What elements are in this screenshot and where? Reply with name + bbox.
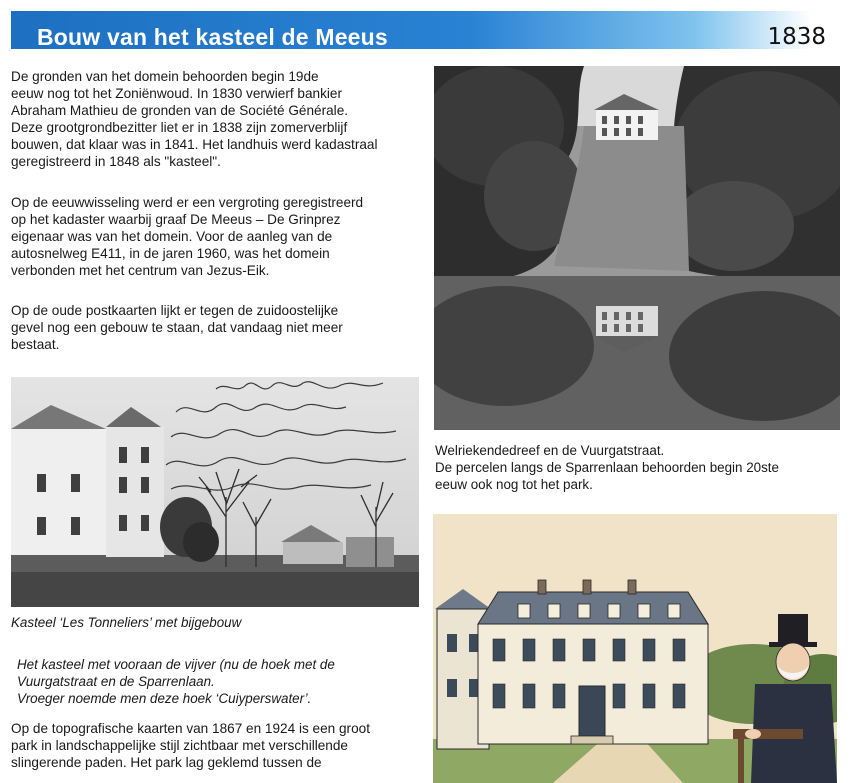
- text-line: bouwen, dat klaar was in 1841. Het landhuis werd kadastraal: [11, 137, 378, 152]
- postcard-caption: [11, 614, 241, 631]
- pond-photo-caption: [435, 442, 779, 493]
- page-year: 1838: [767, 24, 826, 50]
- text-line: Op de eeuwwisseling werd er een vergroting geregistreerd: [11, 195, 364, 210]
- topo-paragraph: [11, 720, 401, 771]
- text-line: eeuw ook nog tot het park.: [435, 477, 593, 492]
- text-line: Op de topografische kaarten van 1867 en 1924 is een groot: [11, 721, 370, 736]
- pond-photo: [434, 66, 840, 430]
- text-line: eeuw nog tot het Zoniënwoud. In 1830 verwierf bankier: [11, 86, 342, 101]
- text-line: op het kadaster waarbij graaf De Meeus – De Grinprez: [11, 212, 341, 227]
- text-line: Welriekendedreef en de Vuurgatstraat.: [435, 443, 665, 458]
- text-line: Deze grootgrondbezitter liet er in 1838 zijn zomerverblijf: [11, 120, 348, 135]
- text-line: bestaat.: [11, 337, 60, 352]
- text-line: Vuurgatstraat en de Sparrenlaan.: [17, 674, 215, 689]
- text-line: Kasteel ‘Les Tonneliers’ met bijgebouw: [11, 615, 242, 630]
- text-line: De gronden van het domein behoorden begin 19de: [11, 69, 319, 84]
- text-line: Abraham Mathieu de gronden van de Société Générale.: [11, 103, 349, 118]
- intro-paragraph: [11, 68, 401, 170]
- second-paragraph: [11, 194, 401, 279]
- text-line: Op de oude postkaarten lijkt er tegen de zuidoostelijke: [11, 303, 339, 318]
- text-line: slingerende paden. Het park lag geklemd tussen de: [11, 755, 322, 770]
- text-line: eigenaar was van het domein. Voor de aanleg van de: [11, 229, 333, 244]
- text-line: gevel nog een gebouw te staan, dat vandaag niet meer: [11, 320, 343, 335]
- page-title: Bouw van het kasteel de Meeus: [37, 24, 388, 50]
- text-line: De percelen langs de Sparrenlaan behoorden begin 20ste: [435, 460, 779, 475]
- text-line: Het kasteel met vooraan de vijver (nu de hoek met de: [17, 657, 335, 672]
- text-line: geregistreerd in 1848 als "kasteel".: [11, 154, 221, 169]
- text-line: autosnelweg E411, in de jaren 1960, was het domein: [11, 246, 330, 261]
- pond-caption: [17, 656, 335, 707]
- text-line: verbonden met het centrum van Jezus-Eik.: [11, 263, 270, 278]
- third-paragraph: [11, 302, 401, 353]
- postcard-photo: [11, 377, 419, 607]
- text-line: park in landschappelijke stijl zichtbaar met verschillende: [11, 738, 348, 753]
- text-line: Vroeger noemde men deze hoek ‘Cuiyperswater’.: [17, 691, 312, 706]
- title-banner: [11, 11, 845, 49]
- castle-illustration: [433, 514, 837, 783]
